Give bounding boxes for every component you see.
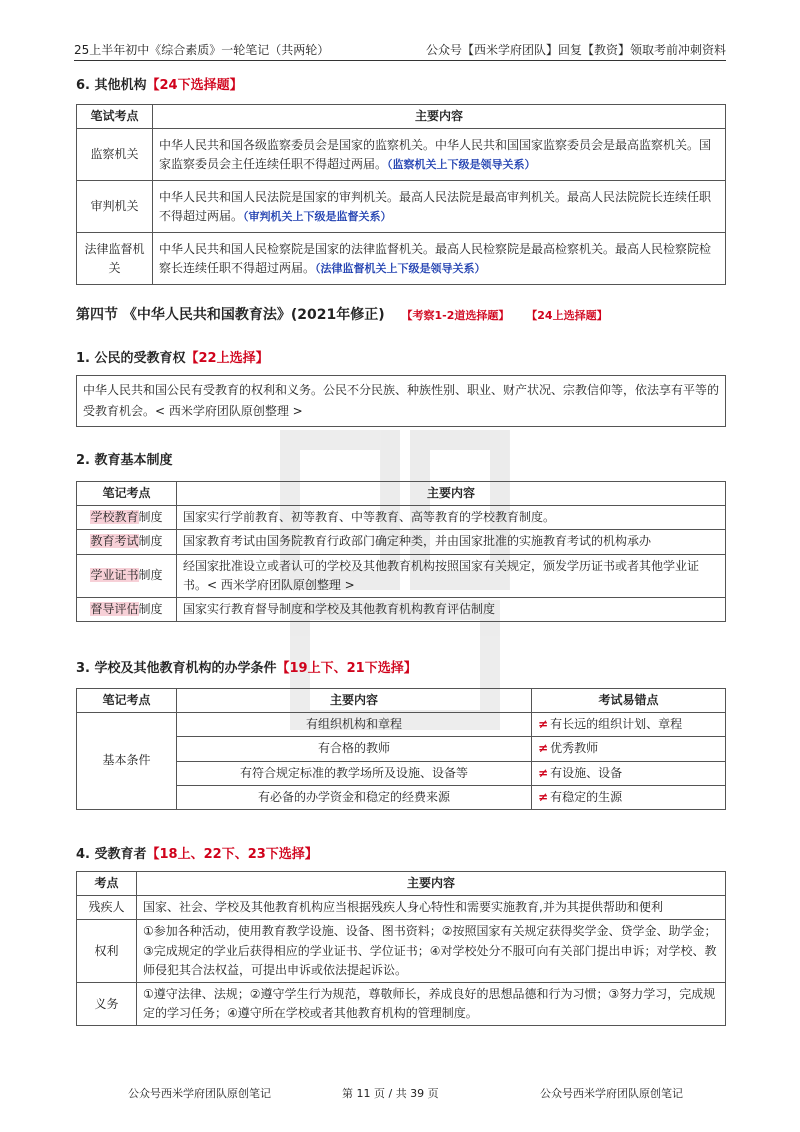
row-content (153, 181, 726, 233)
subsection-1-heading (76, 347, 269, 366)
column-header: 笔记考点 (77, 689, 177, 713)
table-row (77, 181, 726, 233)
row-content (153, 129, 726, 181)
row-error (532, 713, 726, 737)
header-left: 25上半年初中《综合素质》一轮笔记（共两轮） (74, 42, 330, 57)
error-text: 有稳定的生源 (550, 789, 623, 804)
row-content: 国家实行教育督导制度和学校及其他教育机构教育评估制度 (177, 597, 726, 621)
header-right: 公众号【西米学府团队】回复【教资】领取考前冲刺资料 (425, 42, 726, 57)
section-6-title: 6. 其他机构 (76, 78, 147, 93)
highlight-term: 教育考试 (90, 534, 139, 549)
not-equal-sign: ≠ (538, 765, 549, 780)
row-error (532, 737, 726, 761)
subsection-3-title: 3. 学校及其他教育机构的办学条件 (76, 661, 277, 676)
subsection-2-heading (76, 449, 173, 468)
row-key (77, 554, 177, 597)
highlight-term: 督导评估 (90, 601, 139, 616)
table-row (77, 920, 726, 983)
column-header: 笔记考点 (77, 482, 177, 506)
row-content: 经国家批准设立或者认可的学校及其他教育机构按照国家有关规定，颁发学历证书或者其他学业证书。< 西米学府团队原创整理 > (177, 554, 726, 597)
not-equal-sign: ≠ (538, 789, 549, 804)
row-content (153, 233, 726, 285)
error-text: 优秀教师 (550, 741, 599, 756)
term-suffix: 制度 (138, 510, 163, 525)
subsection-4-title: 4. 受教育者 (76, 847, 147, 862)
subsection-3-heading (76, 657, 417, 676)
subsection-4-tag: 【18上、22下、23下选择】 (146, 847, 318, 862)
column-header: 主要内容 (177, 482, 726, 506)
chapter-title: 第四节 《中华人民共和国教育法》(2021年修正) (76, 307, 385, 323)
row-key: 义务 (77, 982, 137, 1025)
chapter-heading (76, 304, 608, 324)
error-text: 有长远的组织计划、章程 (550, 717, 683, 732)
table-row (77, 713, 726, 737)
term-suffix: 制度 (138, 601, 163, 616)
row-error (532, 785, 726, 809)
row-content: 有必备的办学资金和稳定的经费来源 (177, 785, 532, 809)
column-header: 笔试考点 (77, 105, 153, 129)
education-system-table (76, 481, 726, 622)
page-header (74, 38, 726, 61)
learners-table (76, 871, 726, 1026)
subsection-1-tag: 【22上选择】 (185, 351, 269, 366)
row-content: 国家实行学前教育、初等教育、中等教育、高等教育的学校教育制度。 (177, 506, 726, 530)
row-key: 监察机关 (77, 129, 153, 181)
table-header-row (77, 482, 726, 506)
error-text: 有设施、设备 (550, 765, 623, 780)
row-note: （监察机关上下级是领导关系） (387, 157, 536, 171)
highlight-term: 学业证书 (90, 568, 139, 583)
chapter-tag-1: 【考察1-2道选择题】 (401, 309, 510, 322)
row-key: 权利 (77, 920, 137, 983)
school-conditions-table (76, 688, 726, 810)
page-number: 第 11 页 / 共 39 页 (342, 1087, 439, 1100)
row-content: 国家、社会、学校及其他教育机构应当根据残疾人身心特性和需要实施教育,并为其提供帮助和便利 (137, 896, 726, 920)
other-agencies-table (76, 104, 726, 285)
row-error (532, 761, 726, 785)
table-header-row (77, 872, 726, 896)
row-key (77, 506, 177, 530)
row-text: 中华人民共和国人民检察院是国家的法律监督机关。最高人民检察院是最高检察机关。最高人民检察院检察长连续任职不得超过两届。 (159, 241, 712, 275)
table-row (77, 233, 726, 285)
column-header: 主要内容 (153, 105, 726, 129)
row-key: 审判机关 (77, 181, 153, 233)
footer-left: 公众号西米学府团队原创笔记 (128, 1087, 271, 1100)
table-header-row (77, 689, 726, 713)
subsection-4-heading (76, 843, 318, 862)
table-row (77, 530, 726, 554)
table-row (77, 554, 726, 597)
column-header: 考试易错点 (532, 689, 726, 713)
row-text: 中华人民共和国各级监察委员会是国家的监察机关。中华人民共和国国家监察委员会是最高监察机关。国家监察委员会主任连续任职不得超过两届。 (159, 137, 712, 171)
not-equal-sign: ≠ (538, 717, 549, 732)
education-right-box: 中华人民共和国公民有受教育的权利和义务。公民不分民族、种族性别、职业、财产状况、宗教信仰等，依法享有平等的受教育机会。< 西米学府团队原创整理 > (76, 375, 726, 427)
section-6-heading (76, 74, 243, 93)
row-content: ①遵守法律、法规；②遵守学生行为规范，尊敬师长，养成良好的思想品德和行为习惯；③努力学习，完成规定的学习任务；④遵守所在学校或者其他教育机构的管理制度。 (137, 982, 726, 1025)
chapter-tag-2: 【24上选择题】 (526, 309, 608, 322)
table-row (77, 506, 726, 530)
row-key (77, 597, 177, 621)
row-content: ①参加各种活动，使用教育教学设施、设备、图书资料；②按照国家有关规定获得奖学金、贷学金、助学金；③完成规定的学业后获得相应的学业证书、学位证书；④对学校处分不服可向有关部门提出申诉；对学校、教师侵犯其合法权益，可提出申诉或依法提起诉讼。 (137, 920, 726, 983)
row-content: 有组织机构和章程 (177, 713, 532, 737)
row-key: 残疾人 (77, 896, 137, 920)
row-content: 有合格的教师 (177, 737, 532, 761)
column-header: 考点 (77, 872, 137, 896)
not-equal-sign: ≠ (538, 741, 549, 756)
table-row (77, 129, 726, 181)
subsection-1-title: 1. 公民的受教育权 (76, 351, 186, 366)
column-header: 主要内容 (137, 872, 726, 896)
table-row (77, 982, 726, 1025)
row-content: 国家教育考试由国务院教育行政部门确定种类，并由国家批准的实施教育考试的机构承办 (177, 530, 726, 554)
highlight-term: 学校教育 (90, 510, 139, 525)
footer-right: 公众号西米学府团队原创笔记 (540, 1087, 683, 1100)
column-header: 主要内容 (177, 689, 532, 713)
row-note: （审判机关上下级是监督关系） (243, 209, 392, 223)
row-key (77, 530, 177, 554)
row-text: 中华人民共和国人民法院是国家的审判机关。最高人民法院是最高审判机关。最高人民法院院长连续任职不得超过两届。 (159, 189, 712, 223)
row-content: 有符合规定标准的教学场所及设施、设备等 (177, 761, 532, 785)
table-header-row (77, 105, 726, 129)
section-6-tag: 【24下选择题】 (146, 78, 243, 93)
subsection-3-tag: 【19上下、21下选择】 (276, 661, 417, 676)
term-suffix: 制度 (138, 568, 163, 583)
merged-key: 基本条件 (77, 713, 177, 810)
term-suffix: 制度 (138, 534, 163, 549)
table-row (77, 597, 726, 621)
row-key: 法律监督机关 (77, 233, 153, 285)
subsection-2-title: 2. 教育基本制度 (76, 453, 173, 468)
row-note: （法律监督机关上下级是领导关系） (315, 261, 486, 275)
table-row (77, 896, 726, 920)
